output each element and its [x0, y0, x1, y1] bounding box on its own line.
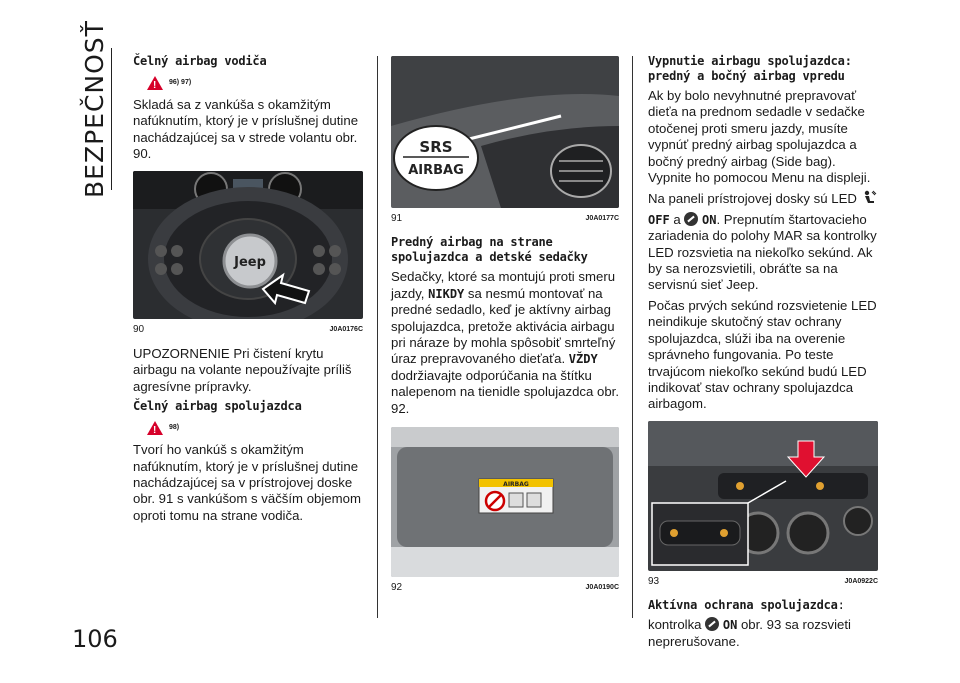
column-2 [391, 52, 619, 604]
paragraph-led [648, 190, 878, 207]
figure-code: J0A0922C [844, 577, 878, 585]
figure-caption [648, 574, 878, 590]
warning-triangle-icon [147, 76, 163, 90]
figure-code: J0A0177C [585, 215, 619, 222]
text: Sedačky, ktoré sa montujú proti smeru jazdy, [391, 269, 616, 301]
steering-wheel-image [133, 171, 363, 319]
figure-control-panel [648, 421, 878, 571]
airbag-on-icon [705, 617, 719, 631]
figure-number: 92 [391, 582, 403, 594]
figure-sun-visor [391, 427, 619, 577]
column-3 [648, 52, 878, 654]
heading-colon: : [837, 598, 845, 613]
jeep-logo: Jeep [234, 254, 266, 270]
text: Na paneli prístrojovej dosky sú LED [648, 191, 857, 207]
text: sa nesmú montovať na predné sedadlo, keď je aktívny airbag spolujazdca, pretože aktivácia airbagu pri náraze by mohla spôsobiť smrteľný úraz prepravovaného dieťaťa. [391, 285, 616, 367]
section-title: BEZPEČNOSŤ [80, 20, 109, 198]
paragraph: Počas prvých sekúnd rozsvietenie LED neindikuje skutočný stav ochrany spolujazdca, slúži iba na overenie správneho fungovania. Po teste trvajúcom niekoľko sekúnd budú LED indikovať stav ochrany spolujazdca airbagom. [648, 297, 877, 412]
led-on-label: ON [722, 618, 738, 633]
airbag-off-icon [684, 212, 698, 226]
figure-number: 90 [133, 323, 145, 335]
figure-srs-airbag [391, 56, 619, 208]
paragraph-child-seats [391, 269, 619, 417]
airbag-sticker-label: AIRBAG [503, 481, 529, 489]
text: obr. 93 sa rozsvieti neprerušovane. [648, 617, 851, 649]
column-divider-2 [632, 56, 633, 618]
heading-text: Aktívna ochrana spolujazdca [648, 598, 838, 613]
led-on-label: ON [702, 212, 717, 227]
led-off-label: OFF [648, 212, 670, 227]
airbag-label: AIRBAG [408, 163, 464, 178]
warning-note [147, 418, 363, 438]
figure-code: J0A0176C [329, 325, 363, 333]
sun-visor-image [391, 427, 619, 577]
paragraph: Skladá sa z vankúša s okamžitým nafúknutím, ktorý je v príslušnej dutine nachádzajúcej sa v strede volantu obr. 90. [133, 97, 359, 162]
paragraph: Tvorí ho vankúš s okamžitým nafúknutím, ktorý je v príslušnej dutine nachádzajúcej sa v prístrojovej doske obr. 91 s vankúšom s väčším objemom oproti tomu na strane vodiča. [133, 442, 361, 523]
figure-number: 93 [648, 575, 660, 587]
paragraph-active-protection [648, 617, 878, 650]
section-title-rule [111, 48, 112, 190]
passenger-airbag-icon [861, 190, 877, 206]
figure-number: 91 [391, 213, 403, 224]
figure-steering-wheel [133, 171, 363, 319]
heading-child-seats: Predný airbag na strane spolujazdca a detské sedačky [391, 235, 588, 265]
emphasis-never: NIKDY [428, 286, 465, 301]
text: dodržiavajte odporúčania na štítku nalepenom na tienidle spolujazdca obr. 92. [391, 367, 620, 416]
dashboard-image [391, 56, 619, 208]
heading-passenger-airbag: Čelný airbag spolujazdca [133, 399, 302, 414]
heading-active-protection [648, 598, 878, 613]
heading-driver-airbag: Čelný airbag vodiča [133, 54, 267, 68]
text: . Prepnutím štartovacieho zariadenia do polohy MAR sa kontrolky LED rozsvietia na niekoľko sekúnd. Ak by sa nerozsvietili, obráťte sa na servisnú sieť Jeep. [648, 211, 877, 293]
warning-note [147, 73, 363, 93]
text: a [669, 211, 685, 227]
figure-code: J0A0190C [585, 584, 619, 592]
warning-refs: 96) 97) [169, 78, 192, 86]
paragraph-led-status [648, 212, 878, 294]
column-divider-1 [377, 56, 378, 618]
warning-refs: 98) [169, 424, 180, 432]
srs-label: SRS [419, 138, 453, 156]
figure-caption [391, 211, 619, 227]
paragraph: Ak by bolo nevyhnutné prepravovať dieťa na prednom sedadle v sedačke otočenej proti smeru jazdy, musíte vypnúť predný airbag spolujazdca a bočný predný airbag (Side bag). Vypnite ho pomocou Menu na displeji. [648, 88, 871, 186]
paragraph: UPOZORNENIE Pri čistení krytu airbagu na volante nepoužívajte príliš agresívne prípravky. [133, 346, 352, 394]
text: kontrolka [648, 617, 706, 633]
heading-disable-airbag: Vypnutie airbagu spolujazdca: predný a bočný airbag vpredu [648, 54, 852, 83]
control-panel-image [648, 421, 878, 571]
warning-triangle-icon [147, 421, 163, 435]
page-number: 106 [72, 625, 118, 653]
figure-caption [133, 322, 363, 338]
column-1 [133, 52, 363, 528]
figure-caption [391, 580, 619, 596]
emphasis-always: VŽDY [568, 352, 598, 367]
